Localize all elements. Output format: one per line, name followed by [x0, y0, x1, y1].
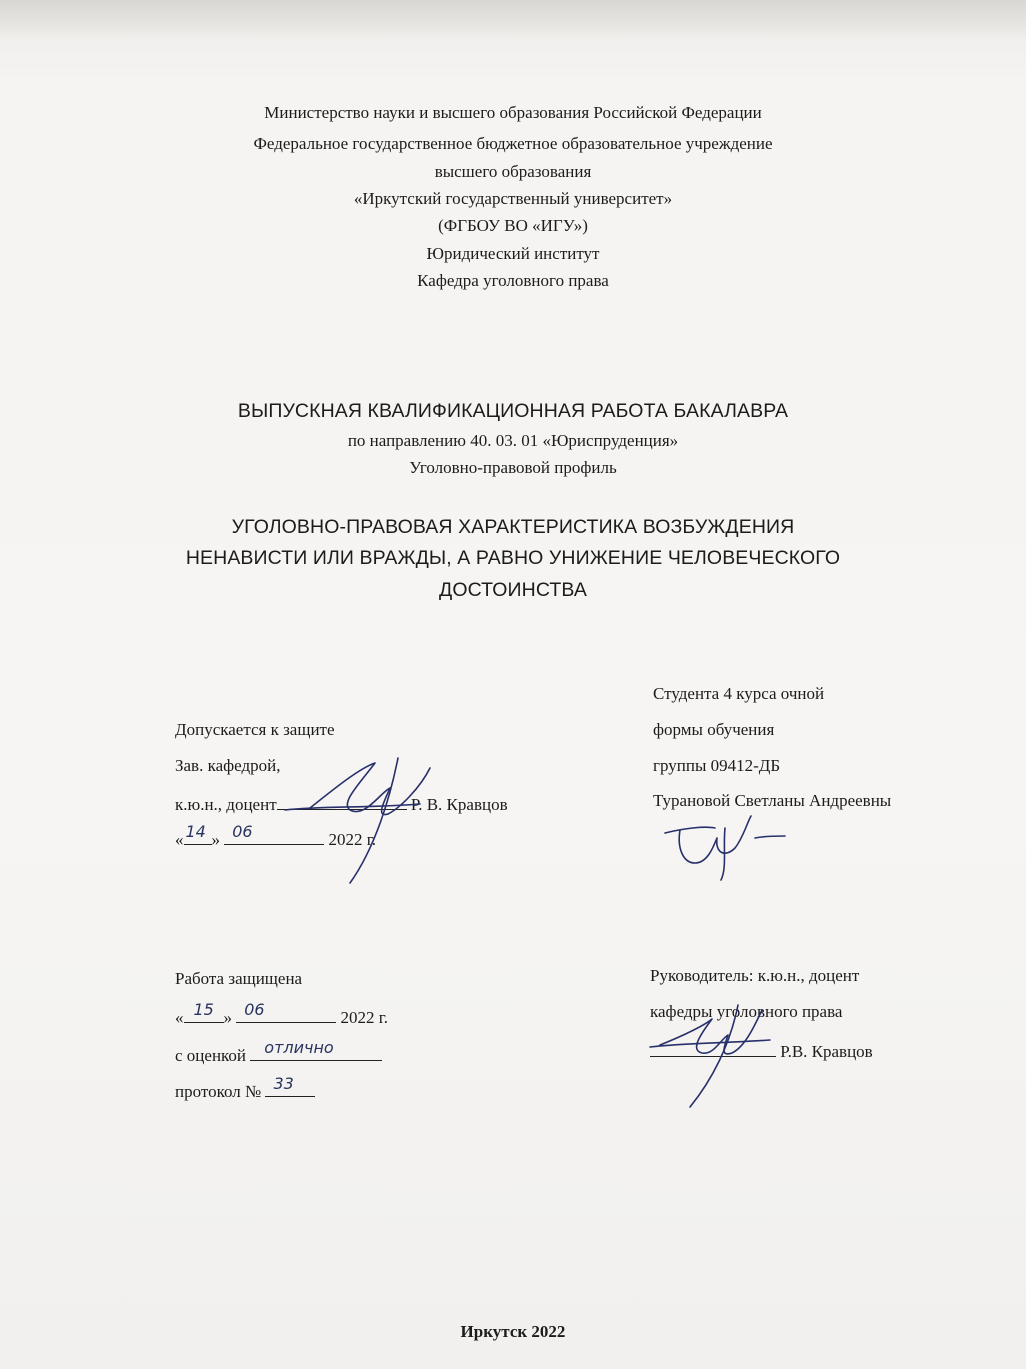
defense-day: 15: [193, 1000, 214, 1019]
grade-field: [250, 1038, 382, 1061]
quote-close: »: [223, 1008, 232, 1027]
admission-day: 14: [185, 822, 206, 841]
department-line: Кафедра уголовного права: [417, 271, 609, 290]
protocol-field: [265, 1074, 315, 1097]
admission-position: к.ю.н., доцент: [175, 795, 277, 814]
ministry-line: Министерство науки и высшего образования Российской Федерации: [264, 103, 762, 122]
student-signature: [655, 808, 795, 883]
grade-label: с оценкой: [175, 1046, 247, 1065]
head-signature: [280, 748, 450, 888]
thesis-title-line-1: УГОЛОВНО-ПРАВОВАЯ ХАРАКТЕРИСТИКА ВОЗБУЖДЕНИЯ: [231, 516, 795, 538]
admission-year: 2022 г.: [328, 830, 377, 849]
work-profile: Уголовно-правовой профиль: [409, 458, 617, 477]
university-abbr: (ФГБОУ ВО «ИГУ»): [438, 216, 588, 235]
institution-line-2: высшего образования: [434, 162, 592, 181]
university-line: «Иркутский государственный университет»: [353, 189, 673, 208]
admission-line-1: Допускается к защите: [175, 720, 335, 739]
student-line-3: группы 09412-ДБ: [653, 756, 781, 775]
defense-year: 2022 г.: [340, 1008, 389, 1027]
student-line-2: формы обучения: [653, 720, 775, 739]
supervisor-name: Р.В. Кравцов: [780, 1042, 873, 1061]
student-line-1: Студента 4 курса очной: [653, 684, 825, 703]
admission-head-name: Р. В. Кравцов: [410, 795, 508, 814]
admission-day-field: [184, 822, 212, 845]
protocol-number: 33: [273, 1074, 294, 1093]
quote-open: «: [175, 1008, 184, 1027]
quote-close: »: [211, 830, 220, 849]
student-name: Турановой Светланы Андреевны: [653, 791, 892, 810]
institute-line: Юридический институт: [426, 244, 600, 263]
defense-date-row: [175, 1000, 389, 1028]
scan-edge-shadow: [0, 0, 1026, 40]
defense-line-1: Работа защищена: [175, 969, 303, 988]
thesis-title-line-3: ДОСТОИНСТВА: [439, 579, 587, 601]
grade-value: отлично: [264, 1038, 334, 1057]
protocol-row: [175, 1074, 315, 1102]
work-type: ВЫПУСКНАЯ КВАЛИФИКАЦИОННАЯ РАБОТА БАКАЛАВРА: [237, 400, 789, 422]
city-year: Иркутск 2022: [460, 1322, 566, 1341]
admission-line-2: Зав. кафедрой,: [175, 756, 281, 775]
supervisor-line-2: кафедры уголовного права: [650, 1002, 843, 1021]
institution-line-1: Федеральное государственное бюджетное образовательное учреждение: [253, 134, 773, 153]
defense-day-field: [184, 1000, 224, 1023]
supervisor-signature: [650, 985, 780, 1115]
grade-row: [175, 1038, 382, 1066]
protocol-label: протокол №: [175, 1082, 262, 1101]
thesis-title-line-2: НЕНАВИСТИ ИЛИ ВРАЖДЫ, А РАВНО УНИЖЕНИЕ ЧЕЛОВЕЧЕСКОГО: [185, 547, 841, 569]
quote-open: «: [175, 830, 184, 849]
supervisor-line-1: Руководитель: к.ю.н., доцент: [650, 966, 860, 985]
admission-month: 06: [232, 822, 253, 841]
work-direction: по направлению 40. 03. 01 «Юриспруденция»: [347, 431, 679, 450]
defense-month: 06: [244, 1000, 265, 1019]
defense-month-field: [236, 1000, 336, 1023]
